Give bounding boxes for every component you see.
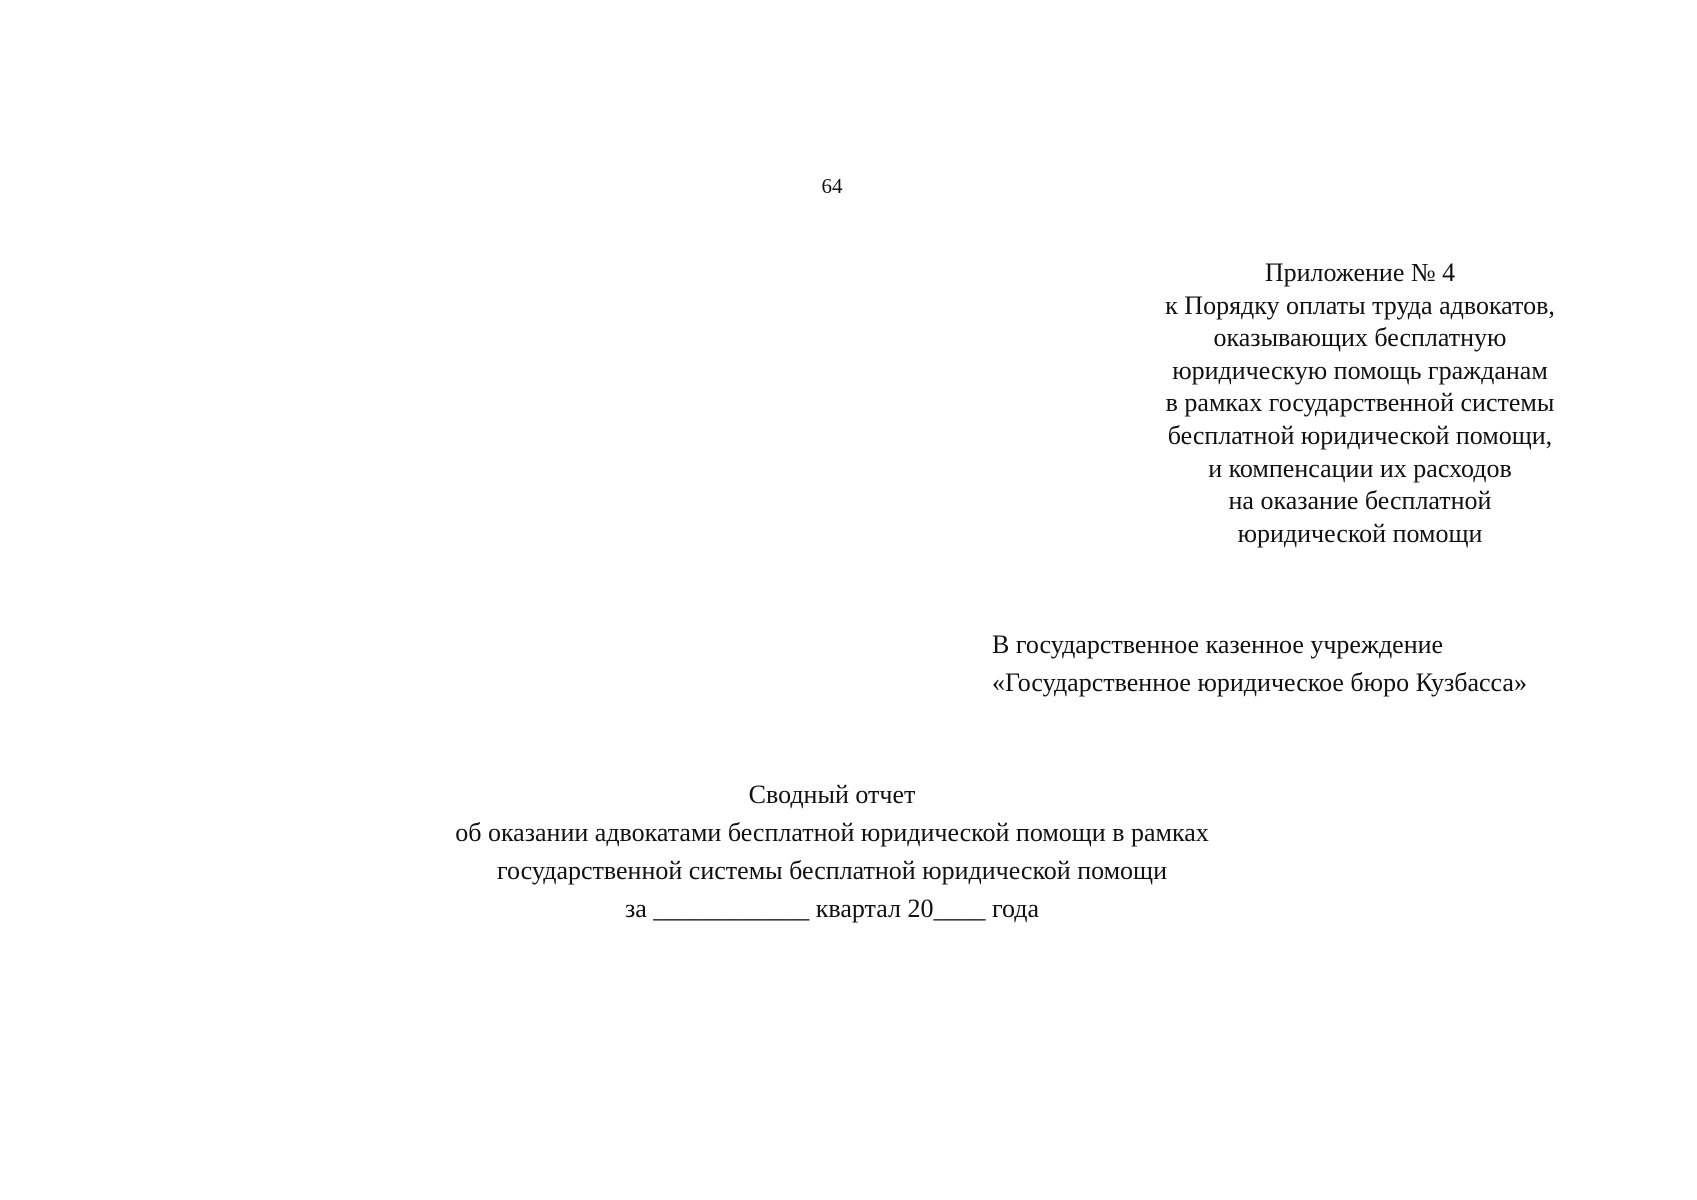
addressee-line: В государственное казенное учреждение [992,630,1444,659]
addressee-line: «Государственное юридическое бюро Кузбасса» [992,668,1527,697]
appendix-line: юридической помощи [1237,518,1483,548]
appendix-line: к Порядку оплаты труда адвокатов, [1165,290,1555,320]
appendix-line: бесплатной юридической помощи, [1167,420,1553,450]
report-title-line: об оказании адвокатами бесплатной юридической помощи в рамках [455,818,1209,847]
appendix-line: оказывающих бесплатную [1213,323,1507,353]
appendix-line: Приложение № 4 [1264,258,1456,287]
addressee-block [992,626,1612,702]
report-title-line: государственной системы бесплатной юридической помощи [497,856,1167,885]
appendix-header [1120,257,1600,550]
appendix-line: на оказание бесплатной [1228,486,1492,516]
report-period-line: за ____________ квартал 20____ года [624,894,1040,923]
page-number: 64 [821,174,843,198]
appendix-line: и компенсации их расходов [1208,453,1512,483]
report-title-line: Сводный отчет [748,780,916,809]
appendix-line: в рамках государственной системы [1165,388,1555,418]
report-title [0,776,1664,928]
appendix-line: юридическую помощь гражданам [1172,355,1548,385]
